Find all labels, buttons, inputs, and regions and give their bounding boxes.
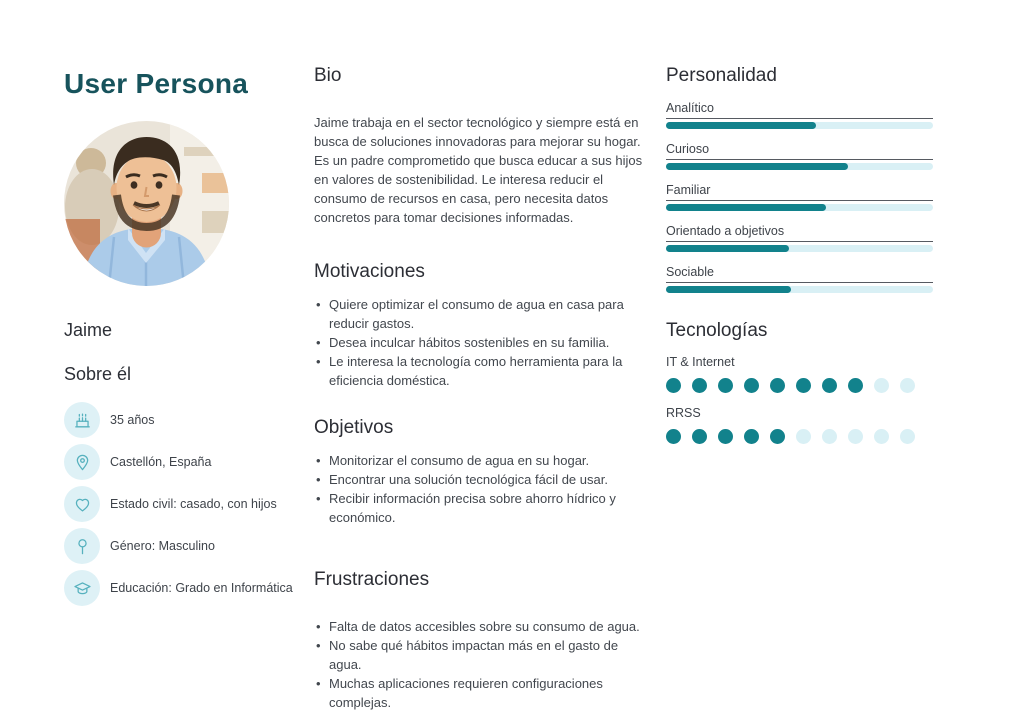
goal-item: • Recibir información precisa sobre ahorro hídrico y económico. (314, 489, 652, 527)
trait-row (666, 183, 933, 211)
trait-row (666, 101, 933, 129)
trait-row (666, 224, 933, 252)
page-title: User Persona (64, 68, 249, 99)
trait-bar-track (666, 122, 933, 129)
skill-dots (666, 378, 933, 393)
trait-bar-fill (666, 204, 826, 211)
motivations-heading: Motivaciones (314, 261, 425, 282)
skill-dot-filled (770, 378, 785, 393)
skill-dot-empty (822, 429, 837, 444)
stats-column (666, 58, 933, 640)
motivation-item: • Desea inculcar hábitos sostenibles en su familia. (314, 333, 652, 352)
personality-heading: Personalidad (666, 65, 777, 86)
skill-dot-filled (770, 429, 785, 444)
skill-dot-empty (796, 429, 811, 444)
personality-traits (666, 101, 933, 293)
skill-dot-filled (848, 378, 863, 393)
frustration-item: • Falta de datos accesibles sobre su consumo de agua. (314, 617, 652, 636)
trait-row (666, 265, 933, 293)
trait-bar-fill (666, 163, 848, 170)
skill-dot-filled (718, 429, 733, 444)
goals-heading: Objetivos (314, 417, 394, 438)
profile-column (64, 58, 314, 640)
trait-bar-fill (666, 286, 791, 293)
skill-dot-filled (718, 378, 733, 393)
skill-dot-filled (666, 378, 681, 393)
skill-row (666, 406, 933, 444)
motivations-list (314, 295, 652, 390)
skill-dot-empty (900, 429, 915, 444)
birthday-cake-icon (64, 402, 100, 438)
trait-label: Familiar (666, 183, 933, 201)
goal-item: • Encontrar una solución tecnológica fácil de usar. (314, 470, 652, 489)
trait-bar-fill (666, 122, 816, 129)
details-list (64, 399, 314, 609)
bio-heading: Bio (314, 65, 342, 86)
skill-label: IT & Internet (666, 355, 735, 369)
bio-text: Jaime trabaja en el sector tecnológico y siempre está en busca de soluciones innovadoras para mejorar su hogar. Es un padre comprometido que busca educar a sus hijos en valores de sostenibilidad. Le interesa reducir el consumo de recursos en casa, pero necesita datos concretos para tomar decisiones informadas. (314, 115, 643, 225)
skill-label: RRSS (666, 406, 701, 420)
detail-text: Estado civil: casado, con hijos (110, 497, 277, 511)
avatar (64, 121, 229, 286)
detail-row (64, 525, 314, 567)
skill-dot-filled (692, 429, 707, 444)
skill-dot-empty (874, 378, 889, 393)
detail-text: Castellón, España (110, 455, 212, 469)
trait-label: Curioso (666, 142, 933, 160)
skill-dot-empty (900, 378, 915, 393)
location-pin-icon (64, 444, 100, 480)
skill-dot-filled (692, 378, 707, 393)
skill-dot-filled (822, 378, 837, 393)
gender-icon (64, 528, 100, 564)
trait-row (666, 142, 933, 170)
heart-icon (64, 486, 100, 522)
frustrations-list (314, 617, 652, 712)
goal-item: • Monitorizar el consumo de agua en su hogar. (314, 451, 652, 470)
skill-row (666, 355, 933, 393)
technology-skills (666, 355, 933, 444)
motivation-item: • Quiere optimizar el consumo de agua en casa para reducir gastos. (314, 295, 652, 333)
graduation-cap-icon (64, 570, 100, 606)
skill-dot-filled (744, 378, 759, 393)
skill-dot-filled (744, 429, 759, 444)
trait-bar-track (666, 163, 933, 170)
content-column (314, 58, 666, 710)
trait-bar-fill (666, 245, 789, 252)
about-heading: Sobre él (64, 364, 132, 384)
skill-dots (666, 429, 933, 444)
goals-list (314, 451, 652, 527)
frustration-item: • Muchas aplicaciones requieren configuraciones complejas. (314, 674, 652, 712)
frustrations-heading: Frustraciones (314, 569, 430, 590)
trait-bar-track (666, 245, 933, 252)
motivation-item: • Le interesa la tecnología como herramienta para la eficiencia doméstica. (314, 352, 652, 390)
detail-text: Género: Masculino (110, 539, 215, 553)
trait-bar-track (666, 204, 933, 211)
detail-row (64, 483, 314, 525)
skill-dot-filled (666, 429, 681, 444)
trait-bar-track (666, 286, 933, 293)
person-name: Jaime (64, 320, 113, 340)
detail-row (64, 399, 314, 441)
technologies-heading: Tecnologías (666, 320, 768, 341)
skill-dot-empty (848, 429, 863, 444)
trait-label: Sociable (666, 265, 933, 283)
trait-label: Analítico (666, 101, 933, 119)
skill-dot-empty (874, 429, 889, 444)
detail-row (64, 441, 314, 483)
detail-text: 35 años (110, 413, 155, 427)
detail-text: Educación: Grado en Informática (110, 581, 293, 595)
skill-dot-filled (796, 378, 811, 393)
avatar-illustration (64, 121, 229, 286)
trait-label: Orientado a objetivos (666, 224, 933, 242)
detail-row (64, 567, 314, 609)
frustration-item: • No sabe qué hábitos impactan más en el gasto de agua. (314, 636, 652, 674)
